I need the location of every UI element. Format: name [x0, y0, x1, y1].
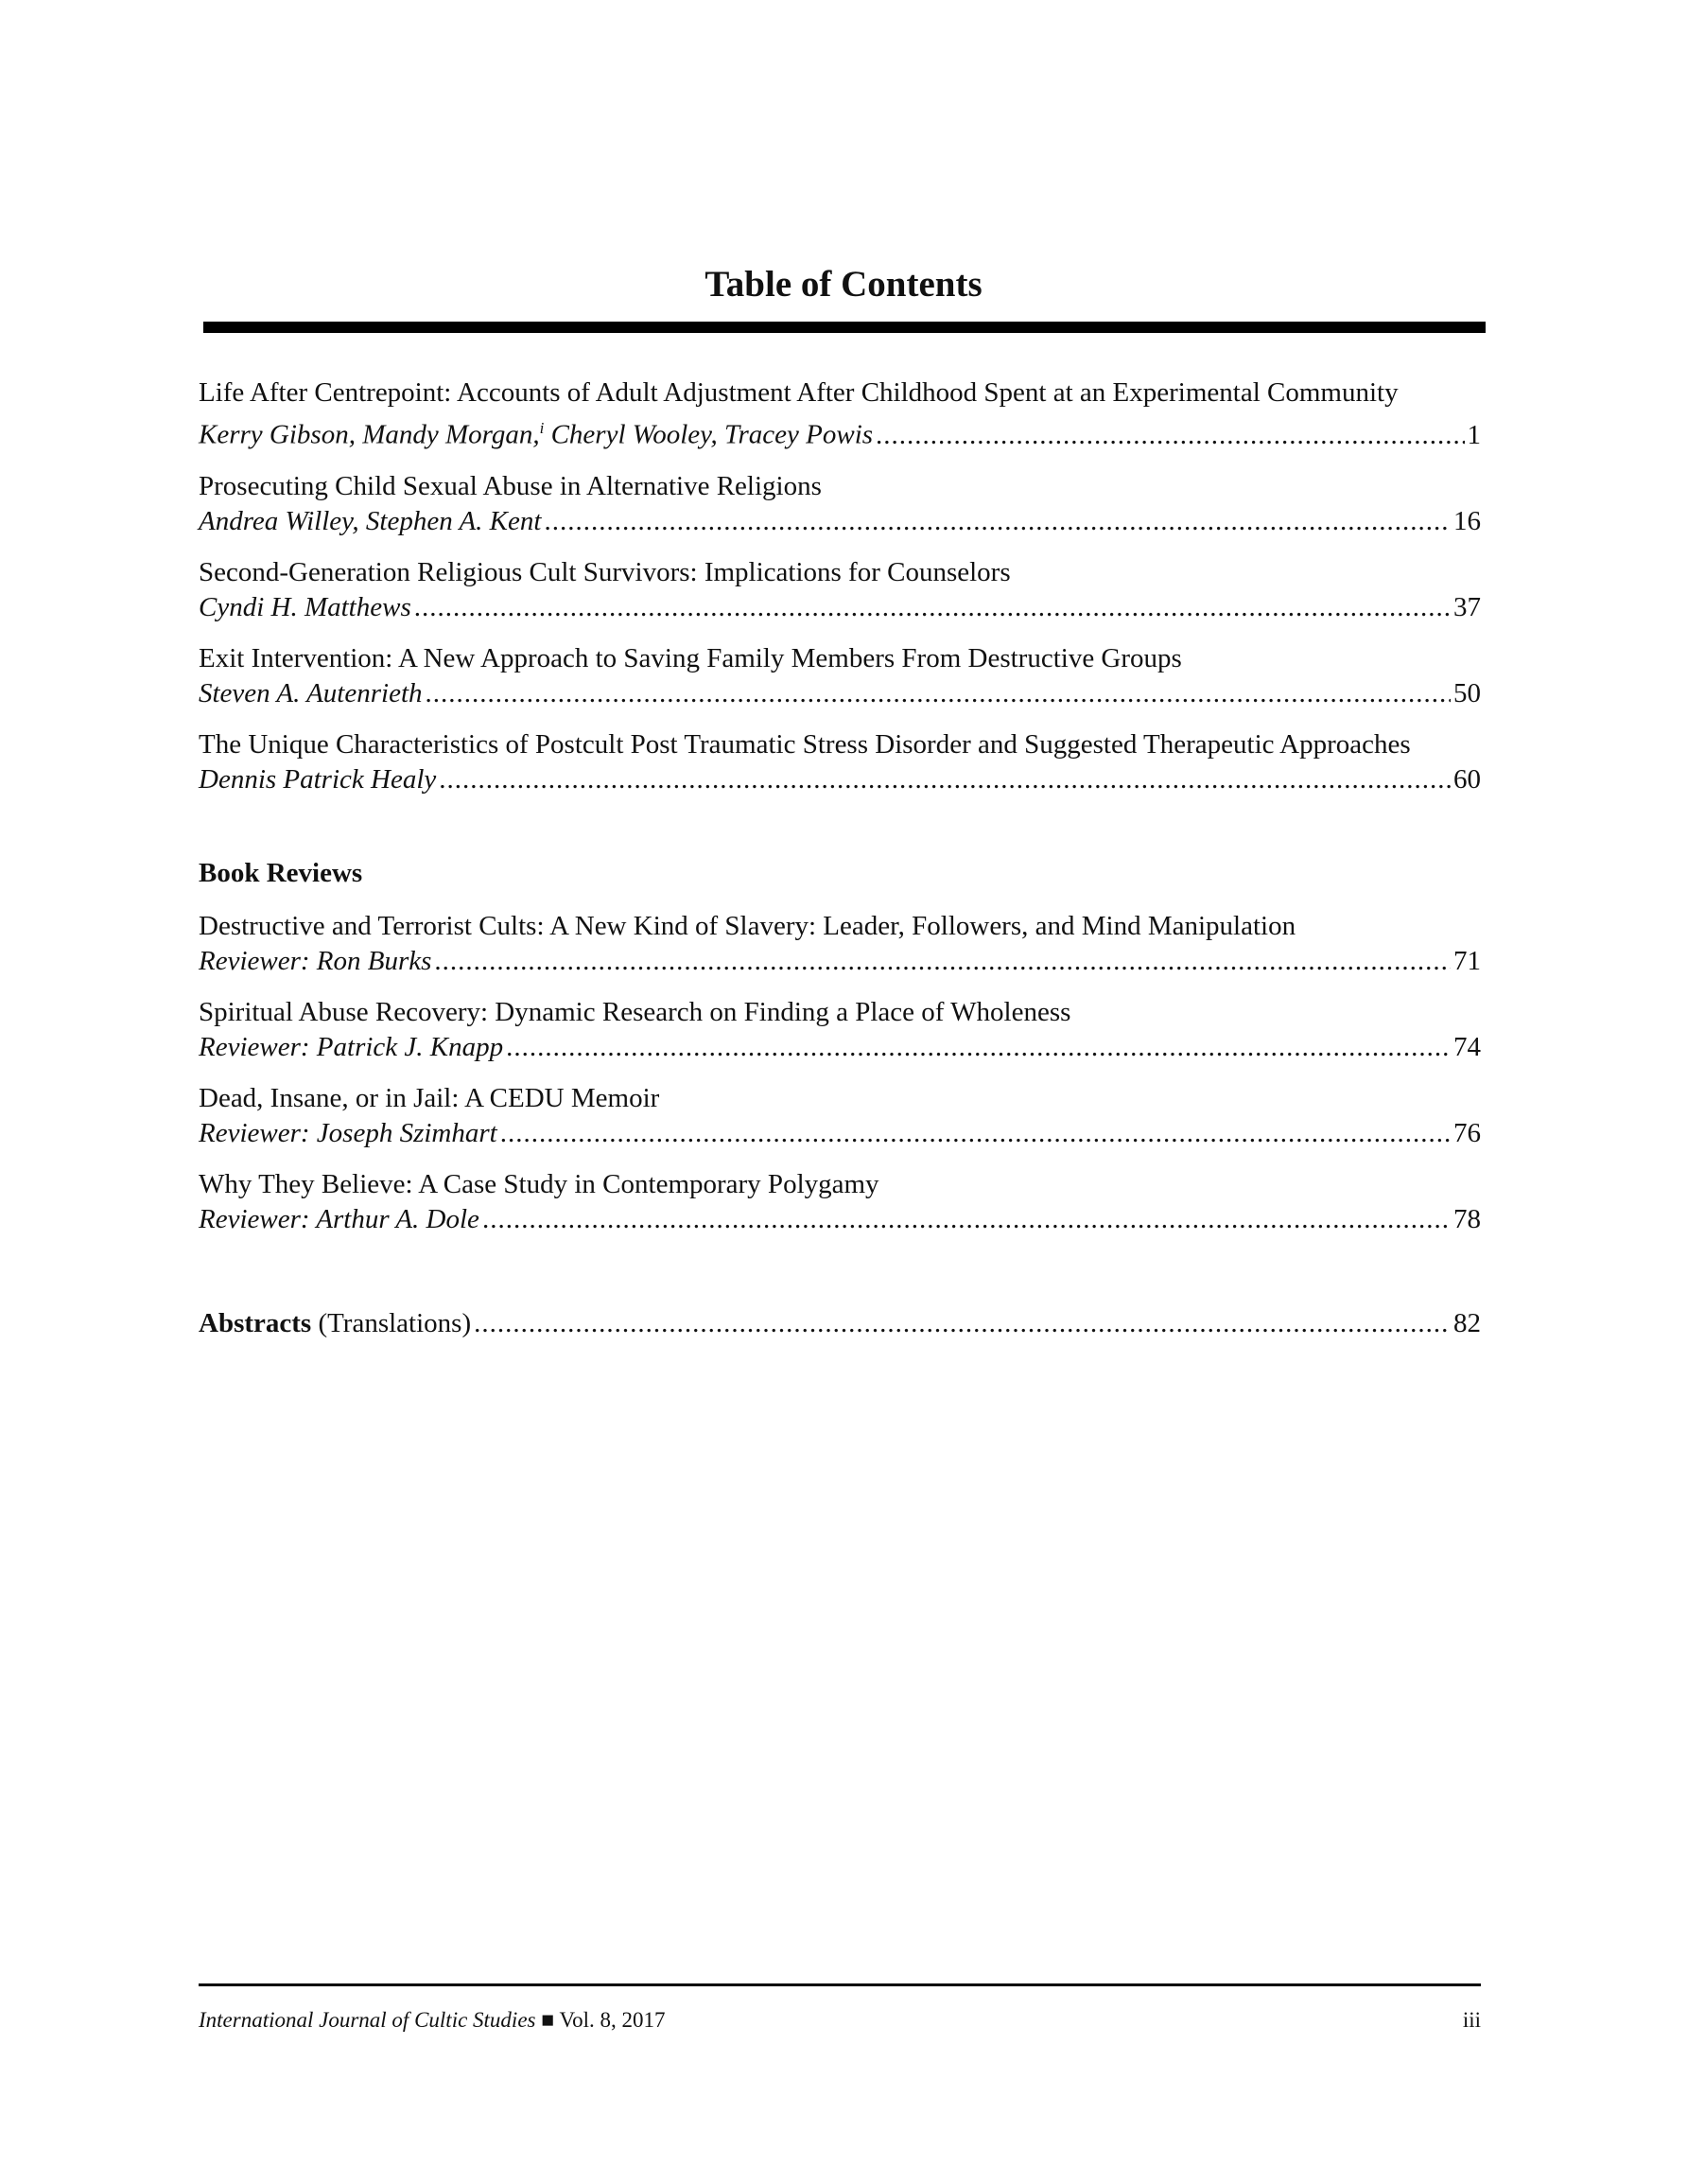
- dot-leader: [876, 418, 1464, 453]
- author-footnote-marker: i: [539, 419, 545, 437]
- abstracts-label: Abstracts (Translations): [199, 1307, 472, 1338]
- article-author-line: [199, 590, 1481, 625]
- article-title: Second-Generation Religious Cult Survivors: Implications for Counselors: [199, 556, 1011, 587]
- toc-entry-review-4[interactable]: [199, 1167, 1481, 1237]
- dot-leader: [506, 1030, 1451, 1065]
- toc-entry-review-1[interactable]: [199, 909, 1481, 979]
- volume-year: Vol. 8, 2017: [559, 2008, 666, 2032]
- toc-entry-review-3[interactable]: [199, 1081, 1481, 1151]
- book-reviews-heading: Book Reviews: [199, 857, 363, 888]
- page-title: Table of Contents: [704, 264, 983, 305]
- toc-entry-article-3[interactable]: [199, 555, 1481, 625]
- article-title: Exit Intervention: A New Approach to Saving Family Members From Destructive Groups: [199, 642, 1182, 673]
- review-title: Dead, Insane, or in Jail: A CEDU Memoir: [199, 1082, 660, 1113]
- journal-name: International Journal of Cultic Studies: [199, 2008, 536, 2032]
- article-author-line: [199, 676, 1481, 711]
- dot-leader: [500, 1116, 1451, 1151]
- page-number: 50: [1453, 677, 1481, 708]
- article-author-line: [199, 504, 1481, 539]
- toc-entry-abstracts[interactable]: [199, 1306, 1481, 1341]
- reviewer-name: Reviewer: Arthur A. Dole: [199, 1203, 479, 1234]
- abstracts-line: [199, 1306, 1481, 1341]
- article-authors: Cyndi H. Matthews: [199, 591, 411, 622]
- toc-entry-article-2[interactable]: [199, 469, 1481, 539]
- footer-citation: [199, 2006, 666, 2035]
- article-title: Life After Centrepoint: Accounts of Adult Adjustment After Childhood Spent at an Experimental Community: [199, 377, 1399, 408]
- square-separator-icon: ■: [541, 2008, 555, 2032]
- page-number: 16: [1453, 505, 1481, 536]
- reviewer-name: Reviewer: Joseph Szimhart: [199, 1117, 497, 1148]
- page-number: 37: [1453, 591, 1481, 622]
- dot-leader: [414, 590, 1451, 625]
- page-number: 74: [1453, 1031, 1481, 1062]
- review-reviewer-line: [199, 1030, 1481, 1065]
- dot-leader: [482, 1202, 1451, 1237]
- dot-leader: [434, 944, 1451, 979]
- toc-entry-article-1[interactable]: [199, 376, 1481, 453]
- article-authors: Andrea Willey, Stephen A. Kent: [199, 505, 542, 536]
- review-reviewer-line: [199, 1116, 1481, 1151]
- toc-entry-article-5[interactable]: [199, 727, 1481, 797]
- page-number-roman: iii: [1462, 2008, 1481, 2032]
- toc-entry-article-4[interactable]: [199, 641, 1481, 711]
- review-title: Spiritual Abuse Recovery: Dynamic Research on Finding a Place of Wholeness: [199, 996, 1071, 1027]
- review-title: Why They Believe: A Case Study in Contemporary Polygamy: [199, 1168, 879, 1199]
- page-number: 1: [1467, 419, 1481, 450]
- dot-leader: [474, 1306, 1451, 1341]
- footer-rule: [199, 1983, 1481, 1986]
- dot-leader: [439, 762, 1451, 797]
- page-number: 71: [1453, 945, 1481, 976]
- article-authors: Steven A. Autenrieth: [199, 677, 423, 708]
- table-of-contents: [199, 376, 1481, 1357]
- review-title: Destructive and Terrorist Cults: A New Kind of Slavery: Leader, Followers, and Mind Manipulation: [199, 910, 1296, 941]
- title-rule: [203, 322, 1486, 333]
- article-author-line: [199, 411, 1481, 453]
- article-title: Prosecuting Child Sexual Abuse in Alternative Religions: [199, 470, 822, 501]
- reviewer-name: Reviewer: Patrick J. Knapp: [199, 1031, 504, 1062]
- article-author-line: [199, 762, 1481, 797]
- page-number: 60: [1453, 763, 1481, 795]
- review-reviewer-line: [199, 944, 1481, 979]
- page-footer: [199, 2006, 1481, 2035]
- page-number: 76: [1453, 1117, 1481, 1148]
- page-number: 78: [1453, 1203, 1481, 1234]
- dot-leader: [544, 504, 1451, 539]
- article-title: The Unique Characteristics of Postcult Post Traumatic Stress Disorder and Suggested Therapeutic Approaches: [199, 728, 1411, 760]
- toc-entry-review-2[interactable]: [199, 995, 1481, 1065]
- dot-leader: [426, 676, 1451, 711]
- article-authors: Dennis Patrick Healy: [199, 763, 437, 795]
- article-authors: Kerry Gibson, Mandy Morgan,$^i$ Cheryl Wooley, Tracey Powis: [199, 419, 874, 450]
- page-number: 82: [1453, 1307, 1481, 1338]
- reviewer-name: Reviewer: Ron Burks: [199, 945, 432, 976]
- review-reviewer-line: [199, 1202, 1481, 1237]
